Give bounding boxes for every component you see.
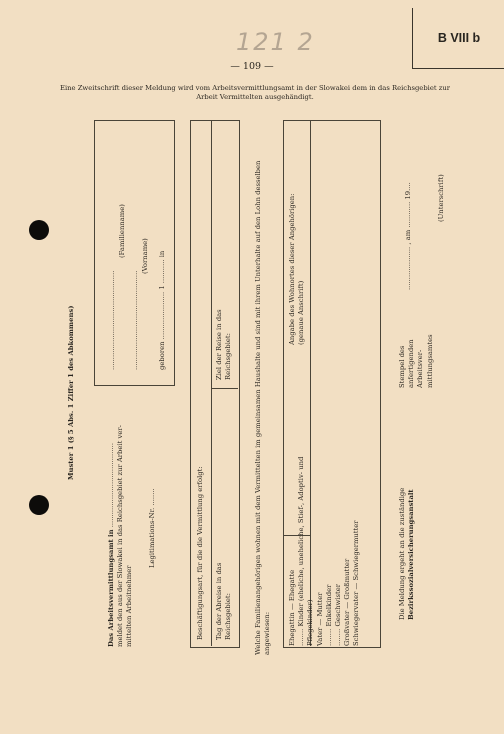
anschrift-label: (genaue Anschrift) bbox=[297, 280, 306, 345]
legitimation-nr: Legitimations-Nr. ........ bbox=[148, 488, 156, 568]
family-question-line-2: angewiesen: bbox=[263, 612, 272, 655]
angehoerige-item: Großvater — Großmutter bbox=[343, 558, 352, 646]
ziel-reise-label: Ziel der Reise in das Reichsgebiet: bbox=[215, 309, 233, 380]
amt-dots: ....................................... bbox=[107, 443, 115, 528]
familienname-dots: .............................................. bbox=[108, 270, 116, 370]
box-divider-middle bbox=[211, 388, 238, 389]
vorname-label: (Vorname) bbox=[141, 238, 149, 274]
form-code: B VIII b bbox=[437, 31, 481, 45]
meldung-block bbox=[398, 488, 416, 620]
family-question bbox=[254, 161, 272, 655]
angehoerige-item: Schwiegervater — Schwiegermutter bbox=[352, 520, 361, 646]
signature-label: (Unterschrift) bbox=[437, 174, 445, 222]
punch-hole-top bbox=[29, 220, 49, 240]
box-divider-top bbox=[211, 120, 238, 121]
familienname-label: (Familienname) bbox=[118, 204, 126, 258]
wohnort-block bbox=[288, 194, 306, 345]
date-line: .................... , am ............ 19.... bbox=[404, 182, 412, 290]
angehoerige-item: ........ Geschwister bbox=[333, 583, 342, 646]
page-number: — 109 — bbox=[230, 61, 274, 72]
beschaeftigungsart-label: Beschäftigungsart, für die die Vermittlung erfolgt: bbox=[196, 466, 204, 640]
amt-title: Das Arbeitsvermittlungsamt in bbox=[107, 529, 115, 647]
angehoerige-item: Vater — Mutter bbox=[315, 592, 324, 646]
form-code-box bbox=[412, 8, 504, 69]
vorname-dots: .............................................. bbox=[131, 270, 139, 370]
handwritten-number: 121 2 bbox=[236, 28, 315, 56]
box-divider-vertical bbox=[211, 120, 212, 646]
punch-hole-bottom bbox=[29, 495, 49, 515]
amt-line-1: meldet den aus der Slowakei in das Reichsgebiet zur Arbeit ver- bbox=[116, 425, 125, 647]
tag-abreise-label: Tag der Abreise in das Reichsgebiet: bbox=[215, 562, 233, 640]
stempel-line: anfertigenden bbox=[407, 339, 416, 388]
angehoerige-list bbox=[288, 457, 361, 646]
wohnort-label: Angabe des Wohnortes dieser Angehörigen: bbox=[288, 193, 296, 345]
stempel-line: Arbeitsver- bbox=[416, 349, 425, 388]
muster-heading: Muster 1 (§ 5 Abs. 1 Ziffer 1 des Abkommens) bbox=[67, 305, 75, 480]
amt-block bbox=[107, 425, 135, 647]
geboren-line: geboren ...................... 1 ........... in bbox=[158, 250, 166, 370]
amt-line-2: mittelten Arbeitnehmer bbox=[125, 565, 134, 647]
stempel-block bbox=[398, 334, 435, 388]
angehoerige-item: ........ Enkelkinder bbox=[324, 584, 333, 646]
stempel-line: Stempel des bbox=[398, 345, 406, 388]
angehoerige-item: ........ Kinder (eheliche, uneheliche, Stief-, Adoptiv- und bbox=[297, 456, 306, 646]
angehoerige-item: Ehegattin — Ehegatte bbox=[288, 569, 296, 646]
stempel-line: mittlungsamtes bbox=[425, 334, 434, 388]
meldung-line-2: Bezirkssozialversicherungsanstalt bbox=[407, 489, 416, 620]
angehoerige-item: Pflegekinder) bbox=[306, 599, 315, 646]
family-question-line-1: Welche Familienangehörigen wohnen mit dem Vermittelten im gemeinsamen Haushalte und sind mit ihrem Unterhalte auf den Lohn desselben bbox=[254, 160, 262, 655]
meldung-line-1: Die Meldung ergeht an die zuständige bbox=[398, 487, 406, 620]
duplicate-notice: Eine Zweitschrift dieser Meldung wird vom Arbeitsvermittlungsamt in der Slowakei dem in das Reichsgebiet zur Arbeit Vermittelten ausgehändigt. bbox=[60, 84, 450, 102]
